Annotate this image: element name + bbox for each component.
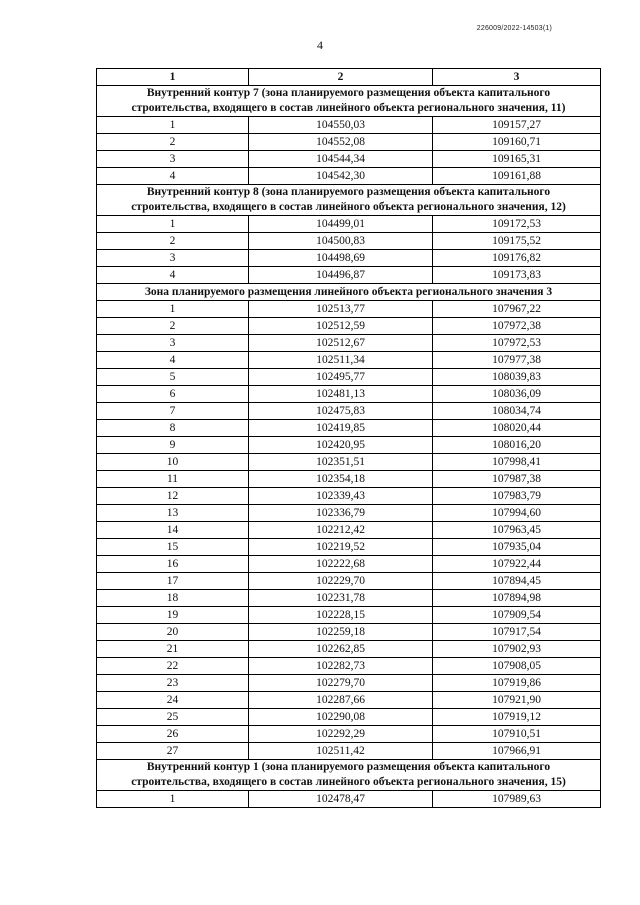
x-coordinate-cell: 102351,51: [249, 454, 433, 471]
y-coordinate-cell: 107909,54: [433, 607, 601, 624]
table-row: [97, 556, 601, 573]
point-number-cell: 14: [97, 522, 249, 539]
point-number-cell: 17: [97, 573, 249, 590]
x-coordinate-cell: 104552,08: [249, 134, 433, 151]
section-title-line-1: Внутренний контур 1 (зона планируемого размещения объекта капитального: [146, 761, 551, 773]
y-coordinate-cell: 108039,83: [433, 369, 601, 386]
y-coordinate-cell: 107972,38: [433, 318, 601, 335]
x-coordinate-cell: 102475,83: [249, 403, 433, 420]
table-row: [97, 352, 601, 369]
page-number: 4: [317, 38, 323, 52]
x-coordinate-cell: 104550,03: [249, 117, 433, 134]
x-coordinate-cell: 102259,18: [249, 624, 433, 641]
point-number-cell: 4: [97, 352, 249, 369]
point-number-cell: 27: [97, 743, 249, 760]
point-number-cell: 6: [97, 386, 249, 403]
x-coordinate-cell: 102336,79: [249, 505, 433, 522]
y-coordinate-cell: 107935,04: [433, 539, 601, 556]
table-row: [97, 709, 601, 726]
x-coordinate-cell: 102282,73: [249, 658, 433, 675]
point-number-cell: 11: [97, 471, 249, 488]
y-coordinate-cell: 107994,60: [433, 505, 601, 522]
x-coordinate-cell: 102512,59: [249, 318, 433, 335]
y-coordinate-cell: 109160,71: [433, 134, 601, 151]
point-number-cell: 19: [97, 607, 249, 624]
x-coordinate-cell: 102222,68: [249, 556, 433, 573]
y-coordinate-cell: 108020,44: [433, 420, 601, 437]
point-number-cell: 5: [97, 369, 249, 386]
table-row: [97, 168, 601, 185]
x-coordinate-cell: 102292,29: [249, 726, 433, 743]
point-number-cell: 2: [97, 233, 249, 250]
point-number-cell: 10: [97, 454, 249, 471]
x-coordinate-cell: 102228,15: [249, 607, 433, 624]
point-number-cell: 1: [97, 117, 249, 134]
section-title-row: [97, 284, 601, 301]
table-row: [97, 522, 601, 539]
x-coordinate-cell: 104544,34: [249, 151, 433, 168]
x-coordinate-cell: 104542,30: [249, 168, 433, 185]
y-coordinate-cell: 109176,82: [433, 250, 601, 267]
x-coordinate-cell: 102513,77: [249, 301, 433, 318]
point-number-cell: 7: [97, 403, 249, 420]
coordinates-table: [96, 68, 601, 808]
column-header-2: 2: [249, 69, 433, 86]
point-number-cell: 2: [97, 134, 249, 151]
point-number-cell: 21: [97, 641, 249, 658]
y-coordinate-cell: 107919,12: [433, 709, 601, 726]
y-coordinate-cell: 107917,54: [433, 624, 601, 641]
y-coordinate-cell: 107967,22: [433, 301, 601, 318]
table-row: [97, 743, 601, 760]
table-row: [97, 471, 601, 488]
x-coordinate-cell: 102219,52: [249, 539, 433, 556]
y-coordinate-cell: 107989,63: [433, 791, 601, 808]
section-title: [97, 86, 601, 117]
y-coordinate-cell: 107963,45: [433, 522, 601, 539]
table-row: [97, 250, 601, 267]
point-number-cell: 22: [97, 658, 249, 675]
y-coordinate-cell: 108016,20: [433, 437, 601, 454]
document-id: 226009/2022-14503(1): [476, 25, 552, 32]
y-coordinate-cell: 107894,45: [433, 573, 601, 590]
section-title-line-2: строительства, входящего в состав линейного объекта регионального значения, 15): [131, 776, 566, 788]
point-number-cell: 1: [97, 301, 249, 318]
x-coordinate-cell: 104496,87: [249, 267, 433, 284]
y-coordinate-cell: 107919,86: [433, 675, 601, 692]
point-number-cell: 4: [97, 168, 249, 185]
table-row: [97, 151, 601, 168]
point-number-cell: 23: [97, 675, 249, 692]
section-title-row: [97, 185, 601, 216]
y-coordinate-cell: 107972,53: [433, 335, 601, 352]
y-coordinate-cell: 109173,83: [433, 267, 601, 284]
section-title-line-2: строительства, входящего в состав линейного объекта регионального значения, 11): [131, 102, 566, 114]
point-number-cell: 16: [97, 556, 249, 573]
y-coordinate-cell: 107910,51: [433, 726, 601, 743]
point-number-cell: 1: [97, 216, 249, 233]
table-row: [97, 726, 601, 743]
section-title-line-1: Внутренний контур 8 (зона планируемого размещения объекта капитального: [146, 186, 551, 198]
y-coordinate-cell: 107987,38: [433, 471, 601, 488]
y-coordinate-cell: 109175,52: [433, 233, 601, 250]
y-coordinate-cell: 109165,31: [433, 151, 601, 168]
table-row: [97, 692, 601, 709]
table-row: [97, 573, 601, 590]
x-coordinate-cell: 102279,70: [249, 675, 433, 692]
x-coordinate-cell: 102420,95: [249, 437, 433, 454]
table-row: [97, 675, 601, 692]
x-coordinate-cell: 102290,08: [249, 709, 433, 726]
y-coordinate-cell: 109161,88: [433, 168, 601, 185]
table-row: [97, 301, 601, 318]
x-coordinate-cell: 102212,42: [249, 522, 433, 539]
table-row: [97, 216, 601, 233]
y-coordinate-cell: 107983,79: [433, 488, 601, 505]
x-coordinate-cell: 102354,18: [249, 471, 433, 488]
table-row: [97, 403, 601, 420]
section-title: [97, 760, 601, 791]
table-row: [97, 134, 601, 151]
y-coordinate-cell: 107908,05: [433, 658, 601, 675]
x-coordinate-cell: 102478,47: [249, 791, 433, 808]
x-coordinate-cell: 102419,85: [249, 420, 433, 437]
table-row: [97, 454, 601, 471]
x-coordinate-cell: 102512,67: [249, 335, 433, 352]
y-coordinate-cell: 107998,41: [433, 454, 601, 471]
column-header-1: 1: [97, 69, 249, 86]
section-title-line-2: строительства, входящего в состав линейного объекта регионального значения, 12): [131, 201, 566, 213]
table-row: [97, 233, 601, 250]
x-coordinate-cell: 102231,78: [249, 590, 433, 607]
section-title: [97, 185, 601, 216]
point-number-cell: 18: [97, 590, 249, 607]
point-number-cell: 4: [97, 267, 249, 284]
point-number-cell: 12: [97, 488, 249, 505]
table-row: [97, 420, 601, 437]
x-coordinate-cell: 102229,70: [249, 573, 433, 590]
section-title-row: [97, 86, 601, 117]
section-title-line-1: Внутренний контур 7 (зона планируемого размещения объекта капитального: [146, 87, 551, 99]
point-number-cell: 9: [97, 437, 249, 454]
table-row: [97, 369, 601, 386]
column-header-3: 3: [433, 69, 601, 86]
point-number-cell: 8: [97, 420, 249, 437]
y-coordinate-cell: 107921,90: [433, 692, 601, 709]
point-number-cell: 25: [97, 709, 249, 726]
x-coordinate-cell: 102511,34: [249, 352, 433, 369]
table-row: [97, 505, 601, 522]
x-coordinate-cell: 102495,77: [249, 369, 433, 386]
table-row: [97, 791, 601, 808]
section-title-line-1: Зона планируемого размещения линейного объекта регионального значения 3: [144, 285, 553, 298]
table-row: [97, 267, 601, 284]
table-row: [97, 386, 601, 403]
point-number-cell: 24: [97, 692, 249, 709]
table-row: [97, 335, 601, 352]
section-title-row: [97, 760, 601, 791]
point-number-cell: 2: [97, 318, 249, 335]
point-number-cell: 13: [97, 505, 249, 522]
column-header-row: [97, 69, 601, 86]
table-row: [97, 488, 601, 505]
table-row: [97, 590, 601, 607]
x-coordinate-cell: 102481,13: [249, 386, 433, 403]
section-title: [97, 284, 601, 301]
y-coordinate-cell: 108034,74: [433, 403, 601, 420]
x-coordinate-cell: 104499,01: [249, 216, 433, 233]
y-coordinate-cell: 109172,53: [433, 216, 601, 233]
x-coordinate-cell: 102339,43: [249, 488, 433, 505]
table-row: [97, 658, 601, 675]
table-row: [97, 318, 601, 335]
coordinates-table-body: [97, 69, 601, 808]
table-row: [97, 539, 601, 556]
point-number-cell: 1: [97, 791, 249, 808]
table-row: [97, 437, 601, 454]
point-number-cell: 3: [97, 151, 249, 168]
y-coordinate-cell: 107922,44: [433, 556, 601, 573]
x-coordinate-cell: 102262,85: [249, 641, 433, 658]
y-coordinate-cell: 107966,91: [433, 743, 601, 760]
x-coordinate-cell: 102511,42: [249, 743, 433, 760]
table-row: [97, 607, 601, 624]
y-coordinate-cell: 107977,38: [433, 352, 601, 369]
x-coordinate-cell: 104500,83: [249, 233, 433, 250]
point-number-cell: 26: [97, 726, 249, 743]
y-coordinate-cell: 108036,09: [433, 386, 601, 403]
x-coordinate-cell: 104498,69: [249, 250, 433, 267]
table-row: [97, 117, 601, 134]
point-number-cell: 20: [97, 624, 249, 641]
point-number-cell: 3: [97, 250, 249, 267]
y-coordinate-cell: 109157,27: [433, 117, 601, 134]
x-coordinate-cell: 102287,66: [249, 692, 433, 709]
table-row: [97, 641, 601, 658]
point-number-cell: 3: [97, 335, 249, 352]
point-number-cell: 15: [97, 539, 249, 556]
table-row: [97, 624, 601, 641]
y-coordinate-cell: 107894,98: [433, 590, 601, 607]
y-coordinate-cell: 107902,93: [433, 641, 601, 658]
